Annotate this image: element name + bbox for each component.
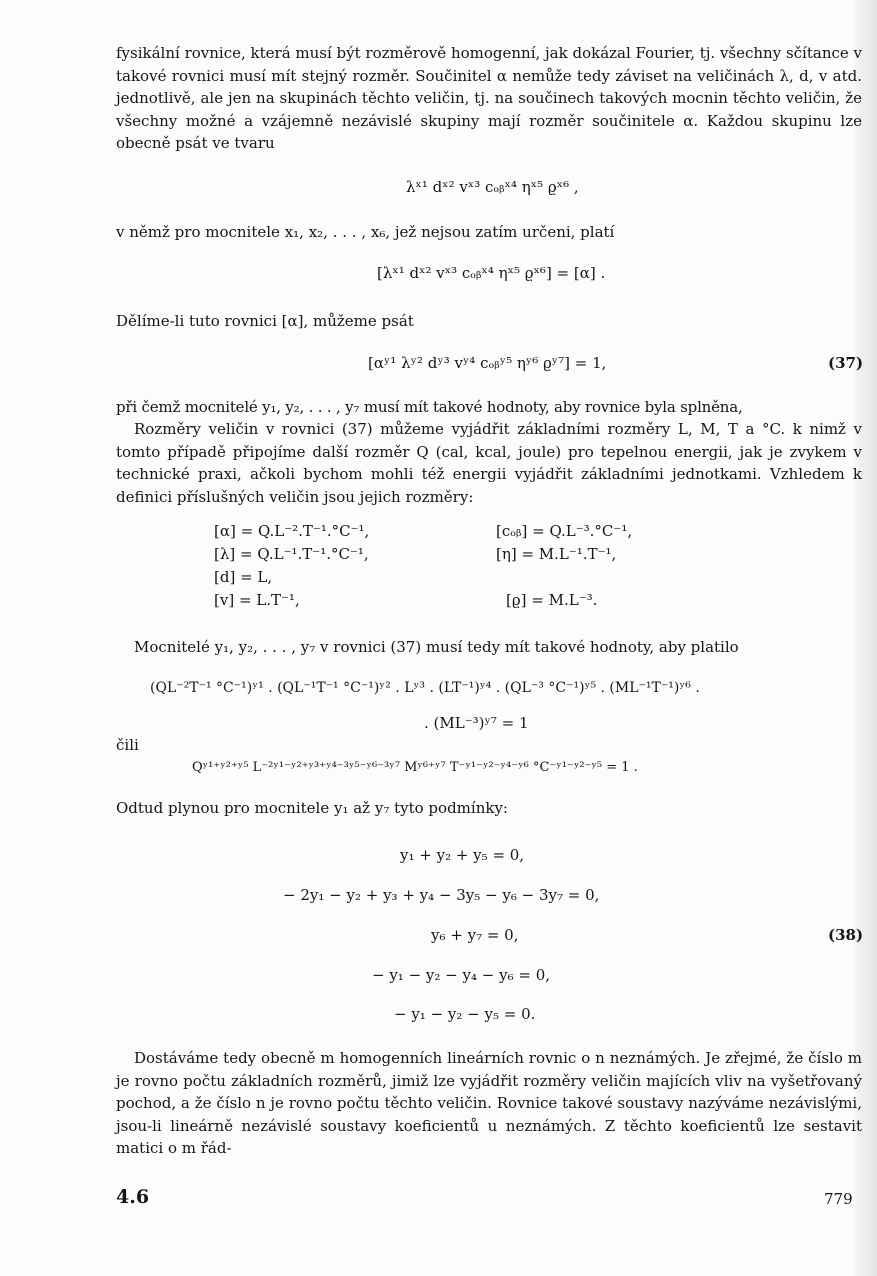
dimension-rho: [ϱ] = M.L⁻³. <box>506 591 598 609</box>
dimension-v: [v] = L.T⁻¹, <box>214 591 300 609</box>
equation-37: [αʸ¹ λʸ² dʸ³ vʸ⁴ cₒᵦʸ⁵ ηʸ⁶ ϱʸ⁷] = 1, <box>368 354 607 372</box>
paragraph-homogeneous: Dostáváme tedy obecně m homogenních lineárních rovnic o n neznámých. Je zřejmé, že číslo m je rovno počtu základních rozměrů, jimiž lze vyjádřit rozměry veličin majících vliv na vyšetřovaný pochod, a že číslo n je rovno počtu těchto veličin. Rovnice takové soustavy nazýváme nezávislými, jsou-li lineárně nezávislé soustavy koeficientů u neznámých. Z těchto koeficientů lze sestavit matici o m řád- <box>116 1049 862 1157</box>
paragraph-divide: Dělíme-li tuto rovnici [α], můžeme psát <box>116 312 414 330</box>
page-number: 779 <box>824 1190 853 1208</box>
equation-group-dimension: [λˣ¹ dˣ² vˣ³ cₒᵦˣ⁴ ηˣ⁵ ϱˣ⁶] = [α] . <box>377 264 606 282</box>
dimension-alpha: [α] = Q.L⁻².T⁻¹.°C⁻¹, <box>214 522 370 540</box>
equation-condition-3: y₆ + y₇ = 0, <box>431 926 519 944</box>
equation-condition-4: − y₁ − y₂ − y₄ − y₆ = 0, <box>372 966 551 984</box>
paragraph-cili: čili <box>116 736 139 754</box>
dimension-eta: [η] = M.L⁻¹.T⁻¹, <box>496 545 617 563</box>
paragraph-conditions-intro: Odtud plynou pro mocnitele y₁ až y₇ tyto podmínky: <box>116 799 508 817</box>
equation-units-line1: (QL⁻²T⁻¹ °C⁻¹)ʸ¹ . (QL⁻¹T⁻¹ °C⁻¹)ʸ² . Lʸ³ . (LT⁻¹)ʸ⁴ . (QL⁻³ °C⁻¹)ʸ⁵ . (ML⁻¹T⁻¹)ʸ⁶ . <box>150 680 700 696</box>
equation-38-label: (38) <box>828 926 864 944</box>
paragraph-exponents-values: Mocnitelé y₁, y₂, . . . , y₇ v rovnici (37) musí tedy mít takové hodnoty, aby platilo <box>134 638 739 656</box>
equation-units-line2: . (ML⁻³)ʸ⁷ = 1 <box>424 714 529 732</box>
section-number: 4.6 <box>116 1186 150 1208</box>
dimension-d: [d] = L, <box>214 568 273 586</box>
equation-condition-2: − 2y₁ − y₂ + y₃ + y₄ − 3y₅ − y₆ − 3y₇ = 0, <box>283 886 600 904</box>
paragraph-exponents: v němž pro mocnitele x₁, x₂, . . . , x₆, jež nejsou zatím určeni, platí <box>116 223 615 241</box>
paragraph-intro: fysikální rovnice, která musí být rozměrově homogenní, jak dokázal Fourier, tj. všechny sčítance v takové rovnici musí mít stejný rozměr. Součinitel α nemůže tedy záviset na veličinách λ, d, v atd. jednotlivě, ale jen na skupinách těchto veličin, tj. na součinech takových mocnin těchto veličin, že všechny možné a vzájemně nezávislé skupiny mají rozměr součinitele α. Každou skupinu lze obecně psát ve tvaru <box>116 44 863 152</box>
equation-condition-5: − y₁ − y₂ − y₅ = 0. <box>394 1005 536 1023</box>
equation-condition-1: y₁ + y₂ + y₅ = 0, <box>400 846 525 864</box>
equation-37-label: (37) <box>828 354 864 372</box>
paragraph-condition: při čemž mocnitelé y₁, y₂, . . . , y₇ musí mít takové hodnoty, aby rovnice byla splněna, <box>116 398 743 416</box>
equation-units-combined: Qʸ¹⁺ʸ²⁺ʸ⁵ L⁻²ʸ¹⁻ʸ²⁺ʸ³⁺ʸ⁴⁻³ʸ⁵⁻ʸ⁶⁻³ʸ⁷ Mʸ⁶⁺ʸ⁷ T⁻ʸ¹⁻ʸ²⁻ʸ⁴⁻ʸ⁶ °C⁻ʸ¹⁻ʸ²⁻ʸ⁵ = 1 . <box>192 760 638 775</box>
equation-group-form: λˣ¹ dˣ² vˣ³ cₒᵦˣ⁴ ηˣ⁵ ϱˣ⁶ , <box>406 178 579 196</box>
dimension-c-ob: [cₒᵦ] = Q.L⁻³.°C⁻¹, <box>496 522 633 540</box>
dimension-lambda: [λ] = Q.L⁻¹.T⁻¹.°C⁻¹, <box>214 545 369 563</box>
paragraph-dimensions: Rozměry veličin v rovnici (37) můžeme vyjádřit základními rozměry L, M, T a °C. k nimž v tomto případě připojíme další rozměr Q (cal, kcal, joule) pro tepelnou energii, jak je zvykem v technické praxi, ačkoli bychom mohli též energii vyjádřit základními jednotkami. Vzhledem k definici příslušných veličin jsou jejich rozměry: <box>116 420 862 506</box>
